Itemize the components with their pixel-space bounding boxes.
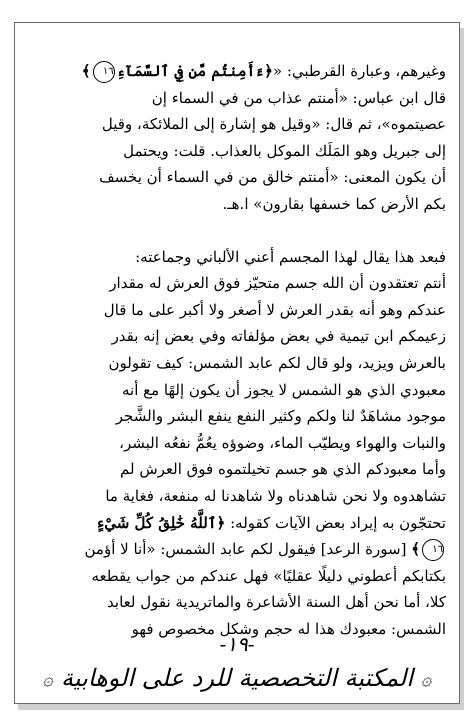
text-line: عندكم وهو أنه بقدر العرش لا أصغر ولا أكبر على ما قال [103,300,446,319]
text-line: وأما معبودكم الذي هو جسم تخيلتموه فوق العرش لم [120,460,446,479]
text-line: وغيرهم، وعبارة القرطبي: « [272,62,446,80]
footer-title-line [14,664,460,692]
quran-bracket: ﴾ [81,62,91,80]
text-line: بالعرش ويزيد، ولو قال لكم عابد الشمس: كيف تقولون [108,353,446,372]
text-line: قال ابن عباس: «أمنتم عذاب من في السماء إن [151,88,446,107]
text-line: كلا، أما نحن أهل السنة الأشاعرة والماتريدية نقول لعابد [107,593,446,612]
quran-verse: ﴿ٱللَّهُ خَٰلِقُ كُلِّ شَيْءٍ [97,513,226,532]
page-body [28,58,446,642]
text-line: زعيمكم ابن تيمية في بعض مؤلفاته وفي بعض إنه بقدر [111,327,446,346]
text-line: موجود مشاهَدٌ لنا ولكم وكثير النفع ينفع البشر والشَّجر [115,407,446,426]
paragraph-1 [28,58,446,218]
text-line: بكم الأرض كما خسفها بقارون» ا.هـ. [222,194,446,213]
text-line: فبعد هذا يقال لهذا المجسم أعني الألباني وجماعته: [135,247,446,266]
text-line: والنبات والهواء ويطيّب الماء، وضوؤه يعُمُّ نفعُه البشر، [119,433,446,452]
quran-bracket: ﴾ [411,540,420,559]
page-number: -١٩- [219,632,255,656]
paragraph-2 [28,244,446,643]
page-footer [14,632,460,702]
library-title: المكتبة التخصصية للرد على الوهابية [60,664,414,692]
text-line: أن يكون المعنى: «أمنتم خالق من في السماء أن يخسف [99,168,446,187]
text-line: تشاهدوه ولا نحن شاهدناه ولا شاهدنا له منفعة، فغاية ما [105,486,446,505]
ornament-icon: ۞ [421,669,432,690]
ornament-icon: ۞ [42,669,53,690]
text-line: إلى جبريل وهو المَلَك الموكل بالعذاب. قلت: ويحتمل [123,141,446,160]
text-line: عصيتموه»، ثم قال: «وقيل هو إشارة إلى الملائكة، وقيل [101,115,446,134]
text-line: تحتجّون به إيراد بعض الآيات كقوله: [225,513,446,532]
text-line: الشمس: معبودك هذا له حجم وشكل مخصوص فهو [131,619,446,638]
text-line: [سورة الرعد] فيقول لكم عابد الشمس: «أنا لا أؤمن [84,540,412,559]
text-line: أنتم تعتقدون أن الله جسم متحيّز فوق العرش له مقدار [109,274,446,293]
text-line: بكتابكم أعطوني دليلًا عقليًا» فهل عندكم من جواب يقطعه [91,566,446,585]
ayah-number-icon: ١٦ [422,539,444,561]
paragraph-gap [28,218,446,244]
text-line: معبودي الذي هو الشمس لا يجوز أن يكون إلهًا مع أنه [121,380,446,399]
ayah-number-icon: ١٦ [93,61,115,83]
quran-verse: ﴿ءَأَمِنتُم مَّن فِي ٱلسَّمَآءِ [116,62,273,80]
